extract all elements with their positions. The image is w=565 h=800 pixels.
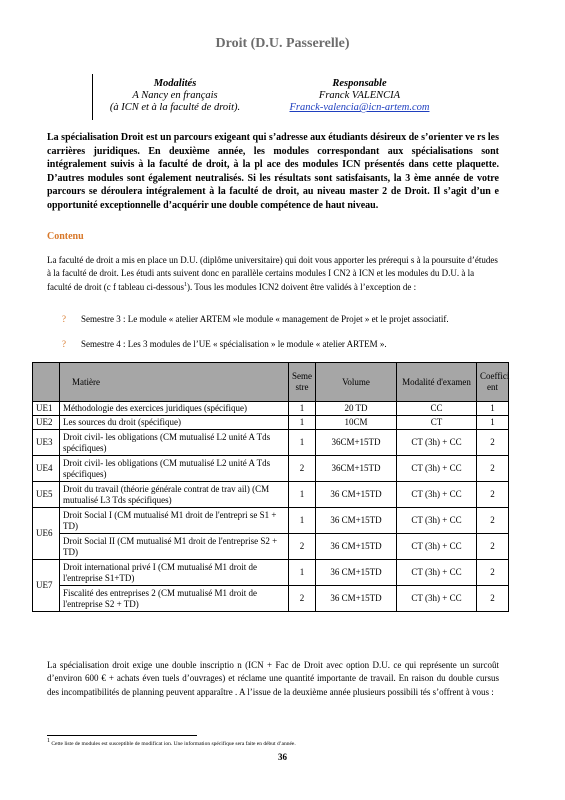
- cell-coefficient: 1: [477, 402, 509, 416]
- cell-coefficient: 2: [477, 560, 509, 586]
- exception-bullet: [62, 339, 498, 350]
- modalites-line-2: (à ICN et à la faculté de droit).: [109, 102, 241, 113]
- cell-matiere: Droit Social II (CM mutualisé M1 droit de l'entreprise S2 + TD): [60, 534, 289, 560]
- cell-ue: UE4: [33, 456, 60, 482]
- footnote-separator: [47, 735, 197, 736]
- cell-volume: 36CM+15TD: [316, 430, 397, 456]
- cell-semestre: 1: [289, 482, 316, 508]
- cell-coefficient: 2: [477, 508, 509, 534]
- cell-modalite: CT (3h) + CC: [397, 534, 477, 560]
- table-row: [33, 534, 509, 560]
- intro-paragraph: La spécialisation Droit est un parcours exigeant qui s’adresse aux étudiants désireux de s’orienter ve rs les carrières juridiques. En deuxième année, les modules correspondant aux spécialisations sont intégralement suivis à la faculté de droit, à la pl ace des modules ICN présentés dans cette plaquette. D’autres modules sont également neutralisés. Si les résultats sont satisfaisants, la 3 ème année de votre parcours se déroulera intégralement à la faculté de droit, au niveau master 2 de Droit. Il s’agit d’un e opportunité exceptionnelle d’acquérir une double compétence de haut niveau.: [47, 132, 499, 211]
- cell-matiere: Les sources du droit (spécifique): [60, 416, 289, 430]
- table-row: [33, 560, 509, 586]
- cell-volume: 36 CM+15TD: [316, 534, 397, 560]
- cell-volume: 36 CM+15TD: [316, 482, 397, 508]
- responsable-heading: Responsable: [332, 78, 387, 89]
- page-title: Droit (D.U. Passerelle): [215, 36, 350, 51]
- modalites-line-1: A Nancy en français: [132, 90, 218, 101]
- contenu-paragraph: [47, 254, 499, 294]
- cell-ue: UE2: [33, 416, 60, 430]
- bullet-text: Semestre 3 : Le module « atelier ARTEM »le module « management de Projet » et le projet associatif.: [81, 314, 449, 324]
- responsable-name: Franck VALENCIA: [318, 90, 401, 101]
- table-row: [33, 508, 509, 534]
- contenu-heading: Contenu: [47, 231, 84, 242]
- header-ue: [33, 363, 60, 402]
- cell-semestre: 2: [289, 456, 316, 482]
- header-volume: Volume: [316, 363, 397, 402]
- bullet-marker: ?: [62, 339, 66, 349]
- cell-modalite: CT (3h) + CC: [397, 586, 477, 612]
- header-coefficient: Coeffici ent: [477, 363, 509, 402]
- cell-matiere: Droit du travail (théorie générale contrat de trav ail) (CM mutualisé L3 Tds spécifiques): [60, 482, 289, 508]
- header-semestre: Seme stre: [289, 363, 316, 402]
- cell-coefficient: 2: [477, 430, 509, 456]
- cell-semestre: 2: [289, 534, 316, 560]
- cell-ue: UE5: [33, 482, 60, 508]
- footnote: [47, 740, 507, 748]
- table-header-row: [33, 363, 509, 402]
- cell-semestre: 1: [289, 402, 316, 416]
- cell-semestre: 1: [289, 508, 316, 534]
- cell-modalite: CC: [397, 402, 477, 416]
- cell-volume: 36 CM+15TD: [316, 508, 397, 534]
- contenu-text-end: ). Tous les modules ICN2 doivent être validés à l’exception de :: [186, 281, 417, 292]
- cell-matiere: Méthodologie des exercices juridiques (spécifique): [60, 402, 289, 416]
- cell-ue: UE7: [33, 560, 60, 612]
- table-row: [33, 416, 509, 430]
- page-number: 36: [278, 752, 287, 762]
- cell-coefficient: 2: [477, 456, 509, 482]
- table-row: [33, 456, 509, 482]
- responsable-block: [262, 78, 457, 114]
- footnote-reference[interactable]: 1: [183, 281, 187, 288]
- vertical-divider: [92, 74, 93, 120]
- cell-modalite: CT (3h) + CC: [397, 560, 477, 586]
- cell-coefficient: 2: [477, 534, 509, 560]
- exception-bullet: [62, 314, 498, 325]
- cell-matiere: Droit Social I (CM mutualisé M1 droit de l'entrepri se S1 + TD): [60, 508, 289, 534]
- responsable-email-link[interactable]: Franck-valencia@icn-artem.com: [289, 102, 430, 113]
- cell-modalite: CT: [397, 416, 477, 430]
- bullet-text: Semestre 4 : Les 3 modules de l’UE « spécialisation » le module « atelier ARTEM ».: [81, 339, 387, 349]
- cell-matiere: Droit international privé I (CM mutualisé M1 droit de l'entreprise S1+TD): [60, 560, 289, 586]
- modalites-block: [95, 78, 255, 114]
- cell-semestre: 1: [289, 430, 316, 456]
- cell-semestre: 1: [289, 416, 316, 430]
- cell-matiere: Fiscalité des entreprises 2 (CM mutualisé M1 droit de l'entreprise S2 + TD): [60, 586, 289, 612]
- cell-volume: 36 CM+15TD: [316, 586, 397, 612]
- cell-matiere: Droit civil- les obligations (CM mutualisé L2 unité A Tds spécifiques): [60, 456, 289, 482]
- table-row: [33, 586, 509, 612]
- header-modalite: Modalité d'examen: [397, 363, 477, 402]
- cell-semestre: 1: [289, 560, 316, 586]
- footnote-text: Cette liste de modules est susceptible de modificat ion. Une information spécifique sera faite en début d’année.: [51, 741, 296, 747]
- contenu-text: La faculté de droit a mis en place un D.U. (diplôme universitaire) qui doit vous apporter les prérequi s à la poursuite d’études à la faculté de droit. Les étudi ants suivent donc en parallèle certains modules I CN2 à ICN et les modules du D.U. à la faculté de droit (c f tableau ci-dessous: [47, 255, 498, 292]
- bullet-marker: ?: [62, 314, 66, 324]
- cell-coefficient: 2: [477, 586, 509, 612]
- cell-ue: UE6: [33, 508, 60, 560]
- cell-coefficient: 1: [477, 416, 509, 430]
- cell-coefficient: 2: [477, 482, 509, 508]
- cell-volume: 10CM: [316, 416, 397, 430]
- cell-volume: 36CM+15TD: [316, 456, 397, 482]
- cell-ue: UE3: [33, 430, 60, 456]
- modalites-heading: Modalités: [153, 78, 197, 89]
- cell-modalite: CT (3h) + CC: [397, 456, 477, 482]
- table-row: [33, 430, 509, 456]
- cell-volume: 20 TD: [316, 402, 397, 416]
- header-matiere: Matière: [60, 363, 289, 402]
- outro-paragraph: La spécialisation droit exige une double inscriptio n (ICN + Fac de Droit avec option D.U. ce qui représente un surcoût d’environ 600 € + achats éven tuels d’ouvrages) et réclame une quantité importante de travail. En raison du double cursus des incompatibilités de planning peuvent apparaître . A l’issue de la deuxième année plusieurs possibili tés s’offrent à vous :: [47, 660, 499, 697]
- cell-matiere: Droit civil- les obligations (CM mutualisé L2 unité A Tds spécifiques): [60, 430, 289, 456]
- table-row: [33, 402, 509, 416]
- cell-modalite: CT (3h) + CC: [397, 430, 477, 456]
- cell-modalite: CT (3h) + CC: [397, 508, 477, 534]
- cell-ue: UE1: [33, 402, 60, 416]
- cell-semestre: 2: [289, 586, 316, 612]
- cell-volume: 36 CM+15TD: [316, 560, 397, 586]
- cell-modalite: CT (3h) + CC: [397, 482, 477, 508]
- table-row: [33, 482, 509, 508]
- modules-table: [32, 362, 509, 612]
- footnote-number: 1: [47, 738, 50, 745]
